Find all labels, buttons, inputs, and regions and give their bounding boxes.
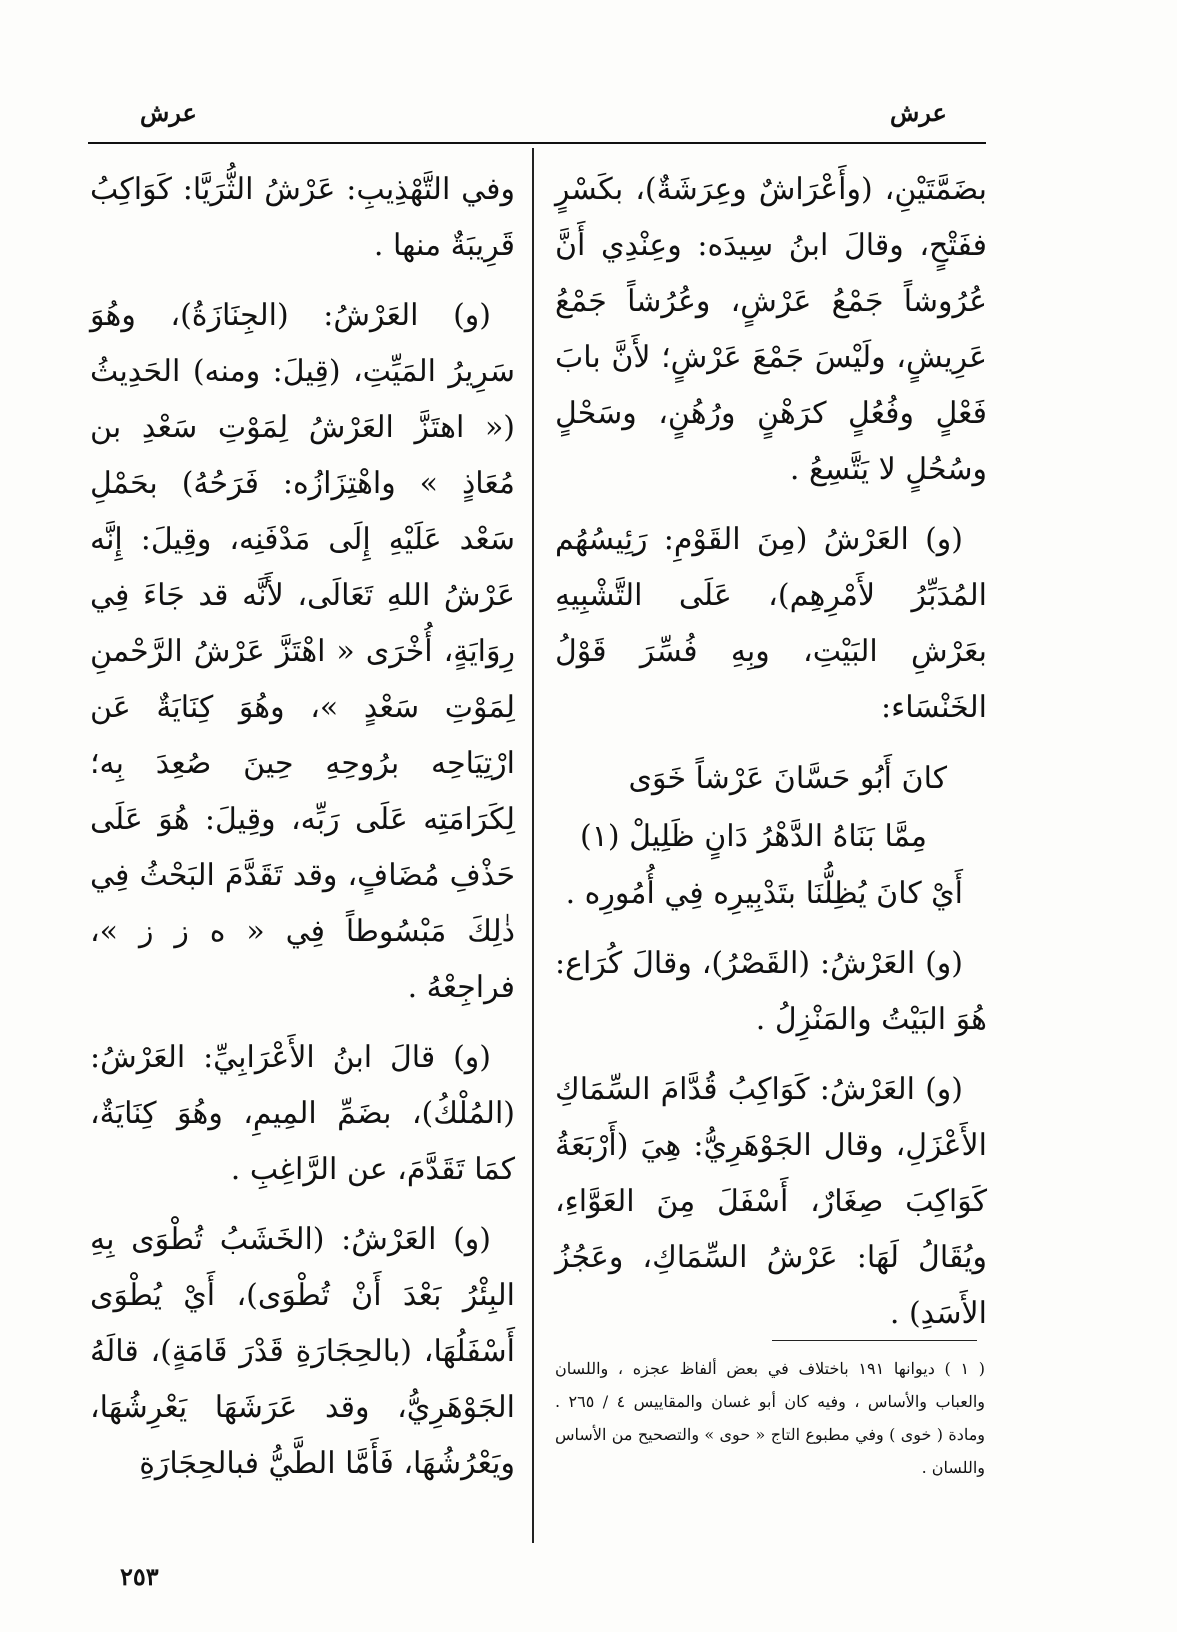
column-divider xyxy=(532,148,534,1543)
left-column xyxy=(90,162,515,1506)
right-column xyxy=(555,162,987,1356)
right-paragraph-5: (و) العَرْشُ: كَوَاكِبُ قُدَّامَ السِّمَاكِ الأَعْزَلِ، وقال الجَوْهَرِيُّ: هِيَ (أَرْبَعَةُ كَوَاكِبَ صِغَارٌ، أَسْفَلَ مِنَ العَوَّاءِ، ويُقَالُ لَهَا: عَرْشُ السِّمَاكِ، وعَجُزُ الأَسَدِ) . xyxy=(555,1072,987,1331)
header-rule xyxy=(88,142,986,144)
right-paragraph-3: أَيْ كانَ يُظِلُّنَا بتَدْبِيرِه فِي أُمُورِه . xyxy=(565,876,963,911)
footnote-rule xyxy=(772,1340,977,1341)
running-head-right: عرش xyxy=(890,98,947,127)
right-paragraph-1: بضَمَّتَيْنِ، (وأَعْرَاشٌ وعِرَشَةٌ)، بكَسْرٍ ففَتْحٍ، وقالَ ابنُ سِيدَه: وعِنْدِي أَنَّ عُرُوشاً جَمْعُ عَرْشٍ، وعُرُشاً جَمْعُ عَرِيشٍ، ولَيْسَ جَمْعَ عَرْشٍ؛ لأَنَّ بابَ فَعْلٍ وفُعُلٍ كرَهْنٍ ورُهُنٍ، وسَحْلٍ وسُحُلٍ لا يَتَّسِعُ . xyxy=(555,172,987,487)
right-paragraph-4: (و) العَرْشُ: (القَصْرُ)، وقالَ كُرَاع: هُوَ البَيْتُ والمَنْزِلُ . xyxy=(555,946,987,1037)
left-paragraph-4: (و) العَرْشُ: (الخَشَبُ تُطْوَى بِهِ البِئْرُ بَعْدَ أَنْ تُطْوَى)، أَيْ يُطْوَى أَسْفَلُهَا، (بالحِجَارَةِ قَدْرَ قَامَةٍ)، قالَهُ الجَوْهَرِيُّ، وقد عَرَشَهَا يَعْرِشُهَا، ويَعْرُشُهَا، فَأَمَّا الطَّيُّ فبالحِجَارَةِ xyxy=(90,1222,515,1481)
right-paragraph-2: (و) العَرْشُ (مِنَ القَوْمِ: رَئِيسُهُم المُدَبِّرُ لأَمْرِهِم)، عَلَى التَّشْبِيهِ بعَرْشِ البَيْتِ، وبِهِ فُسِّرَ قَوْلُ الخَنْسَاء: xyxy=(555,522,987,725)
left-paragraph-3: (و) قالَ ابنُ الأَعْرَابِيِّ: العَرْشُ: (المُلْكُ)، بضَمِّ المِيمِ، وهُوَ كِنَايَةٌ، كمَا تَقَدَّمَ، عن الرَّاغِبِ . xyxy=(90,1040,515,1187)
page-number: ٢٥٣ xyxy=(120,1562,159,1591)
footnote: ( ١ ) ديوانها ١٩١ باختلاف في بعض ألفاظ عجزه ، واللسان والعباب والأساس ، وفيه كان أبو غسان والمقاييس ٤ / ٢٦٥ . ومادة ( خوى ) وفي مطبوع التاج « حوى » والتصحيح من الأساس واللسان . xyxy=(555,1359,986,1477)
running-head-left: عرش xyxy=(140,98,197,127)
verse-line-1: كانَ أَبُو حَسَّانَ عَرْشاً خَوَى xyxy=(628,761,947,796)
left-paragraph-2: (و) العَرْشُ: (الجِنَازَةُ)، وهُوَ سَرِيرُ المَيِّتِ، (قِيلَ: ومنه) الحَدِيثُ (« اهتَزَّ العَرْشُ لِمَوْتِ سَعْدِ بن مُعَاذٍ » واهْتِزَازُه: فَرَحُهُ) بحَمْلِ سَعْد عَلَيْهِ إِلَى مَدْفَنِه، وقِيلَ: إِنَّه عَرْشُ اللهِ تَعَالَى، لأَنَّه قد جَاءَ فِي رِوَايَةٍ، أُخْرَى « اهْتَزَّ عَرْشُ الرَّحْمنِ لِمَوْتِ سَعْدٍ »، وهُوَ كِنَايَةٌ عَن ارْتِيَاحِه برُوحِهِ حِينَ صُعِدَ بِه؛ لِكَرَامَتِه عَلَى رَبِّه، وقِيلَ: هُوَ عَلَى حَذْفِ مُضَافٍ، وقد تَقَدَّمَ البَحْثُ فِي ذٰلِكَ مَبْسُوطاً فِي « ه ز ز »، فراجِعْهُ . xyxy=(90,298,515,1005)
left-paragraph-1: وفي التَّهْذِيبِ: عَرْشُ الثُّرَيَّا: كَوَاكِبُ قَرِيبَةٌ منها . xyxy=(90,172,515,263)
verse-line-2: مِمَّا بَنَاهُ الدَّهْرُ دَانٍ ظَلِيلْ (١) xyxy=(580,819,927,854)
